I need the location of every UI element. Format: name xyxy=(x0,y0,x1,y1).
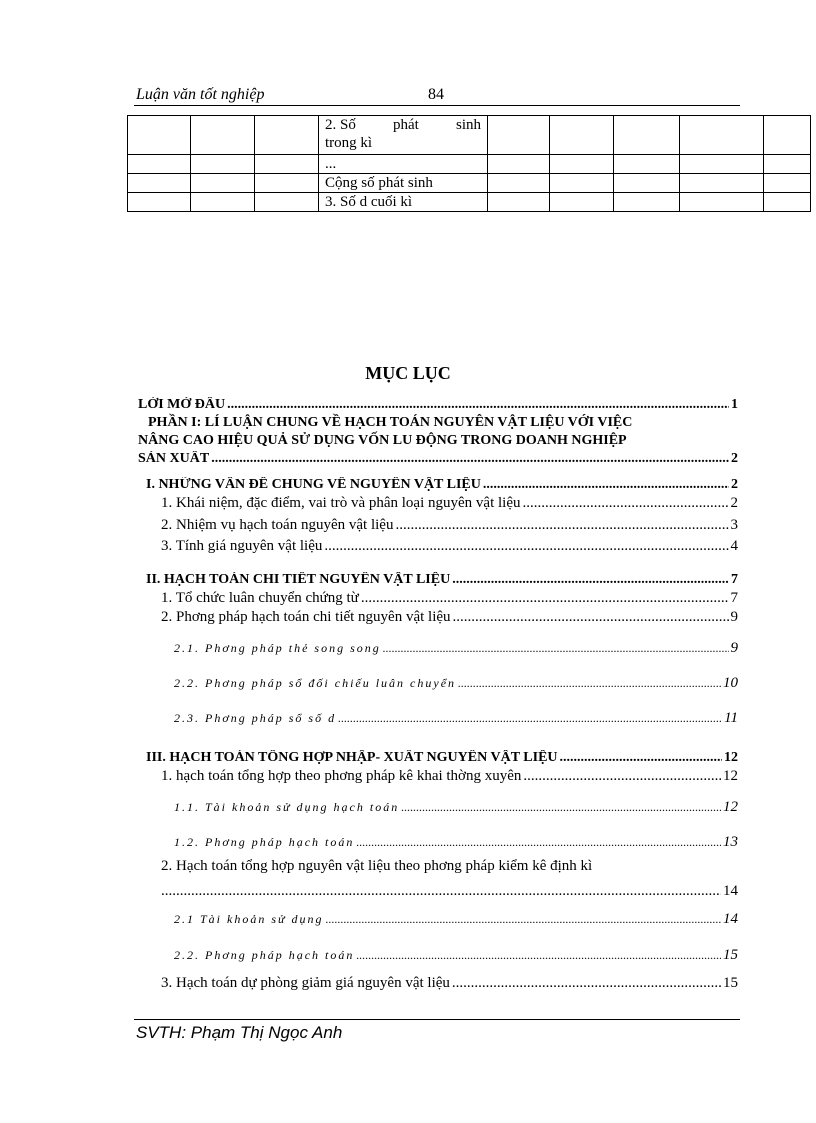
toc-entry-part1-line1: PHẦN I: LÍ LUẬN CHUNG VỀ HẠCH TOÁN NGUYÊN VẬT LIỆU VỚI VIỆC xyxy=(148,415,633,430)
page-number: 84 xyxy=(428,86,444,103)
table-cell: 3. Số d cuối kì xyxy=(319,193,488,212)
ledger-table-fragment xyxy=(127,115,811,212)
toc-entry: III. HẠCH TOÁN TỔNG HỢP NHẬP- XUẤT NGUYÊN VẬT LIỆU ..... 12 xyxy=(146,750,738,766)
footer-author: SVTH: Phạm Thị Ngọc Anh xyxy=(136,1023,343,1042)
toc-entry: SẢN XUẤT ..... 2 xyxy=(138,451,738,467)
toc-entry: 2. Phơng pháp hạch toán chi tiết nguyên vật liệu ..... 9 xyxy=(161,609,738,626)
toc-entry: ..... 14 xyxy=(161,883,738,900)
toc-entry: 3. Tính giá nguyên vật liệu ..... 4 xyxy=(161,538,738,555)
toc-entry: 3. Hạch toán dự phòng giảm giá nguyên vật liệu ..... 15 xyxy=(161,975,738,992)
table-cell: Cộng số phát sinh xyxy=(319,174,488,193)
toc-entry: II. HẠCH TOÁN CHI TIẾT NGUYÊN VẬT LIỆU ..... 7 xyxy=(146,572,738,588)
toc-entry: 2.1. Phơng pháp thẻ song song ..... 9 xyxy=(174,640,738,657)
table-cell: ... xyxy=(319,155,488,174)
toc-entry: 2.3. Phơng pháp sổ số d ..... 11 xyxy=(174,710,738,727)
table-row xyxy=(128,193,811,212)
table-row xyxy=(128,116,811,155)
running-header-title: Luận văn tốt nghiệp xyxy=(136,86,265,103)
toc-entry: 1.2. Phơng pháp hạch toán ..... 13 xyxy=(174,834,738,851)
toc-entry: 2.1 Tài khoản sử dụng ..... 14 xyxy=(174,911,738,928)
toc-entry: 1. Khái niệm, đặc điểm, vai trò và phân loại nguyên vật liệu ..... 2 xyxy=(161,495,738,512)
toc-title: MỤC LỤC xyxy=(365,363,451,383)
toc-entry-line1: 2. Hạch toán tổng hợp nguyên vật liệu theo phơng pháp kiểm kê định kì xyxy=(161,858,593,874)
toc-entry: 2.2. Phơng pháp sổ đối chiếu luân chuyển ..... 10 xyxy=(174,675,738,692)
toc-entry: 1. Tổ chức luân chuyển chứng từ ..... 7 xyxy=(161,590,738,607)
header-rule xyxy=(134,105,740,106)
footer-rule xyxy=(134,1019,740,1020)
table-row xyxy=(128,155,811,174)
table-cell: 2. Số phát sinh trong kì xyxy=(319,116,488,155)
table-row xyxy=(128,174,811,193)
toc-entry-part1-line2: NÂNG CAO HIỆU QUẢ SỬ DỤNG VỐN LU ĐỘNG TRONG DOANH NGHIỆP xyxy=(138,433,627,448)
toc-entry: LỜI MỞ ĐẦU ..... 1 xyxy=(138,397,738,413)
toc-entry: 1. hạch toán tổng hợp theo phơng pháp kê khai thờng xuyên ..... 12 xyxy=(161,768,738,785)
toc-entry: 1.1. Tài khoản sử dụng hạch toán ..... 12 xyxy=(174,799,738,816)
toc-entry: 2.2. Phơng pháp hạch toán ..... 15 xyxy=(174,947,738,964)
toc-entry: I. NHỮNG VẤN ĐỀ CHUNG VỀ NGUYÊN VẬT LIỆU ..... 2 xyxy=(146,477,738,493)
toc-entry: 2. Nhiệm vụ hạch toán nguyên vật liệu ..... 3 xyxy=(161,517,738,534)
